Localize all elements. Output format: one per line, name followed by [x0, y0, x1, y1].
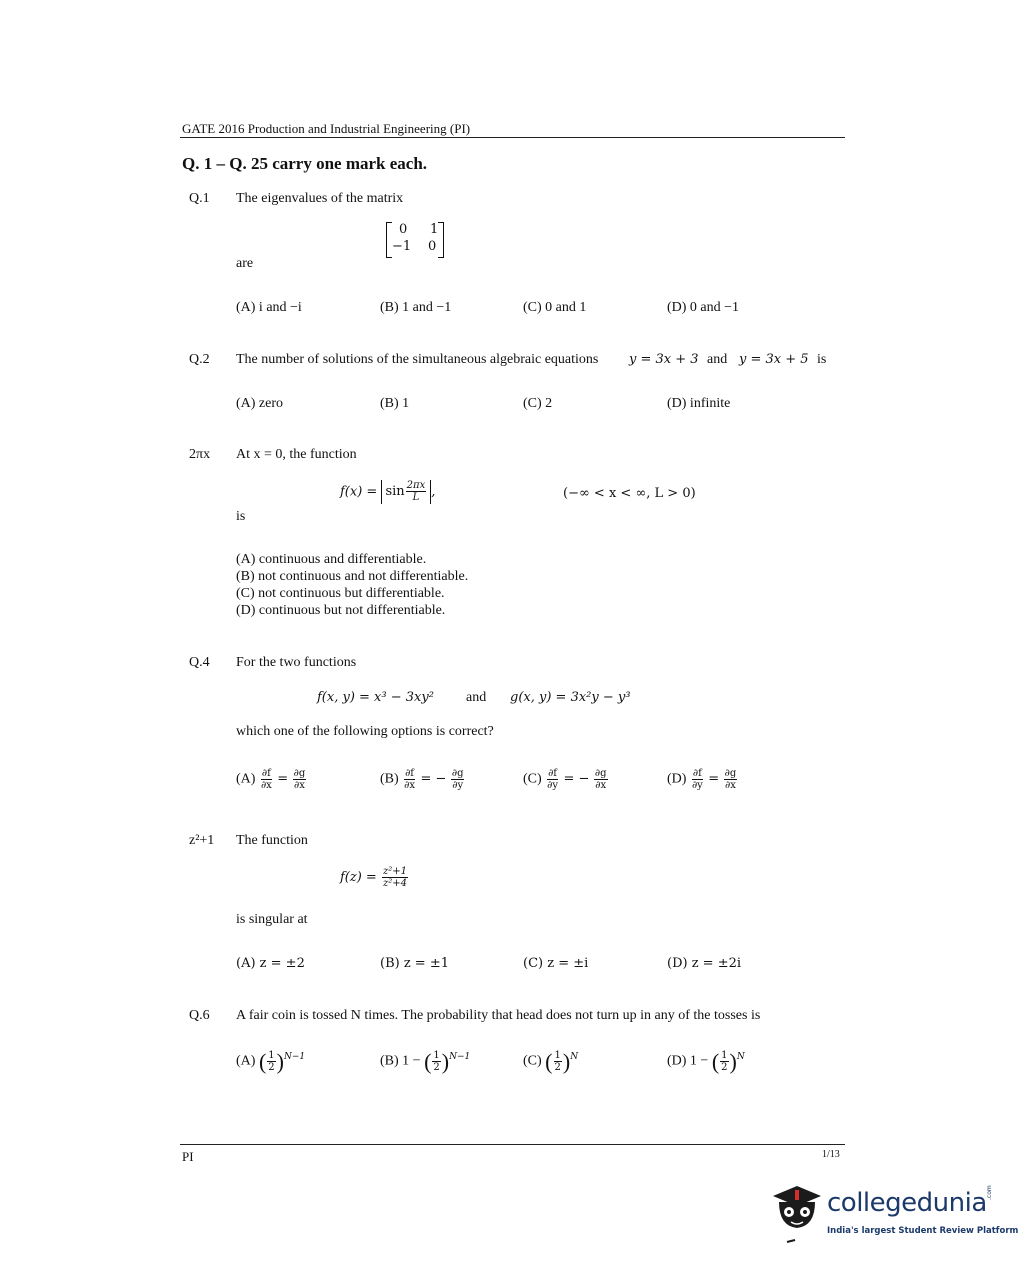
q3-text: At x = 0, the function — [236, 447, 357, 462]
q1-number: Q.1 — [189, 191, 210, 206]
q4-a-label: (A) — [236, 771, 256, 787]
frac-num: 1 — [721, 1050, 728, 1061]
matrix-a22: 0 — [428, 239, 437, 254]
q6-a-half: ( $\frac{1}{2}$ ) — [258, 1048, 284, 1074]
q3-frac-den: L — [412, 492, 420, 503]
q6-option-c — [523, 1050, 578, 1073]
q4-a-eq: = — [277, 771, 289, 787]
frac-den: 2 — [268, 1062, 275, 1073]
section-title: Q. 1 – Q. 25 carry one mark each. — [182, 154, 428, 173]
q4-a-rhs — [293, 768, 307, 791]
q2-eq2: y = 3x + 5 — [739, 352, 809, 367]
q5-fz: f(z) = — [340, 870, 377, 885]
q4-g: g(x, y) = 3x²y − y³ — [510, 690, 631, 705]
q6-option-a — [236, 1050, 305, 1073]
frac-num: ∂f — [692, 768, 702, 779]
frac-den: ∂x — [294, 780, 305, 791]
q4-option-b — [380, 768, 465, 791]
q6-text: A fair coin is tossed N times. The probability that head does not turn up in any of the tosses is — [236, 1008, 761, 1023]
q3-sin: sin — [385, 484, 405, 499]
q6-b-half: ( $\frac{1}{2}$ ) — [424, 1048, 450, 1074]
matrix-a21: −1 — [392, 239, 412, 254]
frac-den: 2 — [721, 1062, 728, 1073]
q3-number: 2πx — [189, 447, 211, 462]
q4-c-label: (C) — [523, 771, 542, 787]
q1-option-d: (D) 0 and −1 — [667, 300, 740, 315]
logo-wordmark: collegedunia — [827, 1188, 987, 1218]
q5-option-a: (A) z = ±2 — [236, 956, 305, 971]
q3-fx: f(x) = — [340, 484, 378, 500]
q6-option-b — [380, 1050, 470, 1073]
frac-den: ∂y — [547, 780, 558, 791]
q1-text: The eigenvalues of the matrix — [236, 191, 404, 206]
q4-c-rhs — [594, 768, 608, 791]
q4-text: For the two functions — [236, 655, 357, 670]
frac-num: 1 — [554, 1050, 561, 1061]
q4-d-lhs — [691, 768, 704, 791]
frac-den: ∂x — [260, 780, 272, 791]
frac-num: 1 — [268, 1050, 275, 1061]
q6-c-half: ( $\frac{1}{2}$ ) — [545, 1048, 571, 1074]
q5-function — [340, 866, 409, 889]
q3-tail: is — [236, 509, 246, 524]
q2-eq1: y = 3x + 3 — [629, 352, 699, 367]
q4-number: Q.4 — [189, 655, 210, 670]
q1-matrix — [386, 222, 444, 258]
q4-f: f(x, y) = x³ − 3xy² — [317, 690, 434, 705]
q6-b-label: (B) 1 − — [380, 1053, 421, 1069]
q4-tail: which one of the following options is correct? — [236, 724, 494, 739]
q4-a-lhs — [260, 768, 273, 791]
q3-frac-num: 2πx — [406, 480, 426, 491]
q2-option-a: (A) zero — [236, 396, 284, 411]
q5-option-d: (D) z = ±2i — [667, 956, 742, 971]
q5-fraction — [382, 866, 408, 889]
q6-d-label: (D) 1 − — [667, 1053, 709, 1069]
q5-tail: is singular at — [236, 912, 308, 927]
q1-option-a: (A) i and −i — [236, 300, 302, 315]
frac-num: ∂g — [594, 768, 607, 779]
q6-d-exp: N — [736, 1052, 745, 1063]
q4-option-d — [667, 768, 738, 791]
q3-function — [340, 480, 435, 504]
q4-d-eq: = — [708, 771, 720, 787]
q4-c-eq: = − — [563, 771, 590, 787]
frac-den: ∂y — [452, 780, 464, 791]
q6-option-d — [667, 1050, 745, 1073]
frac-den: ∂x — [404, 780, 415, 791]
q5-text: The function — [236, 833, 308, 848]
matrix-right-bracket — [438, 222, 444, 258]
frac-num: 1 — [433, 1050, 440, 1061]
q2-is: is — [817, 352, 827, 367]
q4-and: and — [466, 690, 487, 705]
matrix-a11: 0 — [399, 222, 408, 237]
q1-tail: are — [236, 256, 254, 271]
q6-c-exp: N — [570, 1052, 579, 1063]
q6-d-half: ( $\frac{1}{2}$ ) — [711, 1048, 737, 1074]
q3-option-d: (D) continuous but not differentiable. — [236, 603, 446, 618]
frac-num: ∂f — [261, 768, 271, 779]
header-rule — [180, 137, 845, 138]
collegedunia-mascot-icon — [767, 1182, 825, 1248]
q4-b-eq: = − — [420, 771, 447, 787]
page-number: 1/13 — [822, 1149, 840, 1160]
frac-num: ∂f — [548, 768, 558, 779]
q2-option-b: (B) 1 — [380, 396, 410, 411]
q1-option-c: (C) 0 and 1 — [523, 300, 587, 315]
q3-option-c: (C) not continuous but differentiable. — [236, 586, 445, 601]
q2-and: and — [707, 352, 728, 367]
matrix-a12: 1 — [430, 222, 439, 237]
q4-b-lhs — [403, 768, 416, 791]
frac-den: 2 — [554, 1062, 561, 1073]
q4-option-a — [236, 768, 307, 791]
frac-num: ∂f — [405, 768, 415, 779]
q3-option-a: (A) continuous and differentiable. — [236, 552, 427, 567]
frac-den: ∂x — [725, 780, 736, 791]
frac-den: 2 — [433, 1062, 440, 1073]
frac-den: ∂y — [691, 780, 703, 791]
q6-b-exp: N−1 — [449, 1052, 471, 1063]
q5-option-b: (B) z = ±1 — [380, 956, 449, 971]
q6-c-label: (C) — [523, 1053, 542, 1069]
footer-rule — [180, 1144, 845, 1145]
logo-tagline: India's largest Student Review Platform — [827, 1226, 1019, 1236]
q5-frac-num: z²+1 — [382, 866, 408, 877]
q6-number: Q.6 — [189, 1008, 210, 1023]
q2-text: The number of solutions of the simultaneous algebraic equations — [236, 352, 599, 367]
q1-option-b: (B) 1 and −1 — [380, 300, 452, 315]
q3-domain: (−∞ < x < ∞, L > 0) — [563, 486, 696, 501]
frac-den: ∂x — [595, 780, 607, 791]
q3-fraction — [406, 480, 427, 503]
q4-option-c — [523, 768, 609, 791]
q3-comma: , — [431, 484, 436, 500]
frac-num: ∂g — [724, 768, 737, 779]
q4-b-rhs — [451, 768, 465, 791]
frac-num: ∂g — [451, 768, 464, 779]
logo-com: .com — [986, 1185, 993, 1200]
q6-a-exp: N−1 — [283, 1052, 306, 1063]
q6-a-label: (A) — [236, 1053, 256, 1069]
frac-num: ∂g — [293, 768, 306, 779]
q2-option-c: (C) 2 — [523, 396, 553, 411]
q3-absolute-value — [381, 480, 431, 504]
q4-b-label: (B) — [380, 771, 399, 787]
q2-option-d: (D) infinite — [667, 396, 731, 411]
q4-c-lhs — [546, 768, 559, 791]
q5-frac-den: z²+4 — [382, 878, 408, 889]
q5-option-c: (C) z = ±i — [523, 956, 589, 971]
q4-d-label: (D) — [667, 771, 687, 787]
q4-d-rhs — [724, 768, 738, 791]
q3-option-b: (B) not continuous and not differentiable. — [236, 569, 469, 584]
q2-number: Q.2 — [189, 352, 210, 367]
q5-number: z²+1 — [189, 833, 215, 848]
page-header: GATE 2016 Production and Industrial Engineering (PI) — [182, 121, 471, 136]
footer-left: PI — [182, 1149, 194, 1164]
